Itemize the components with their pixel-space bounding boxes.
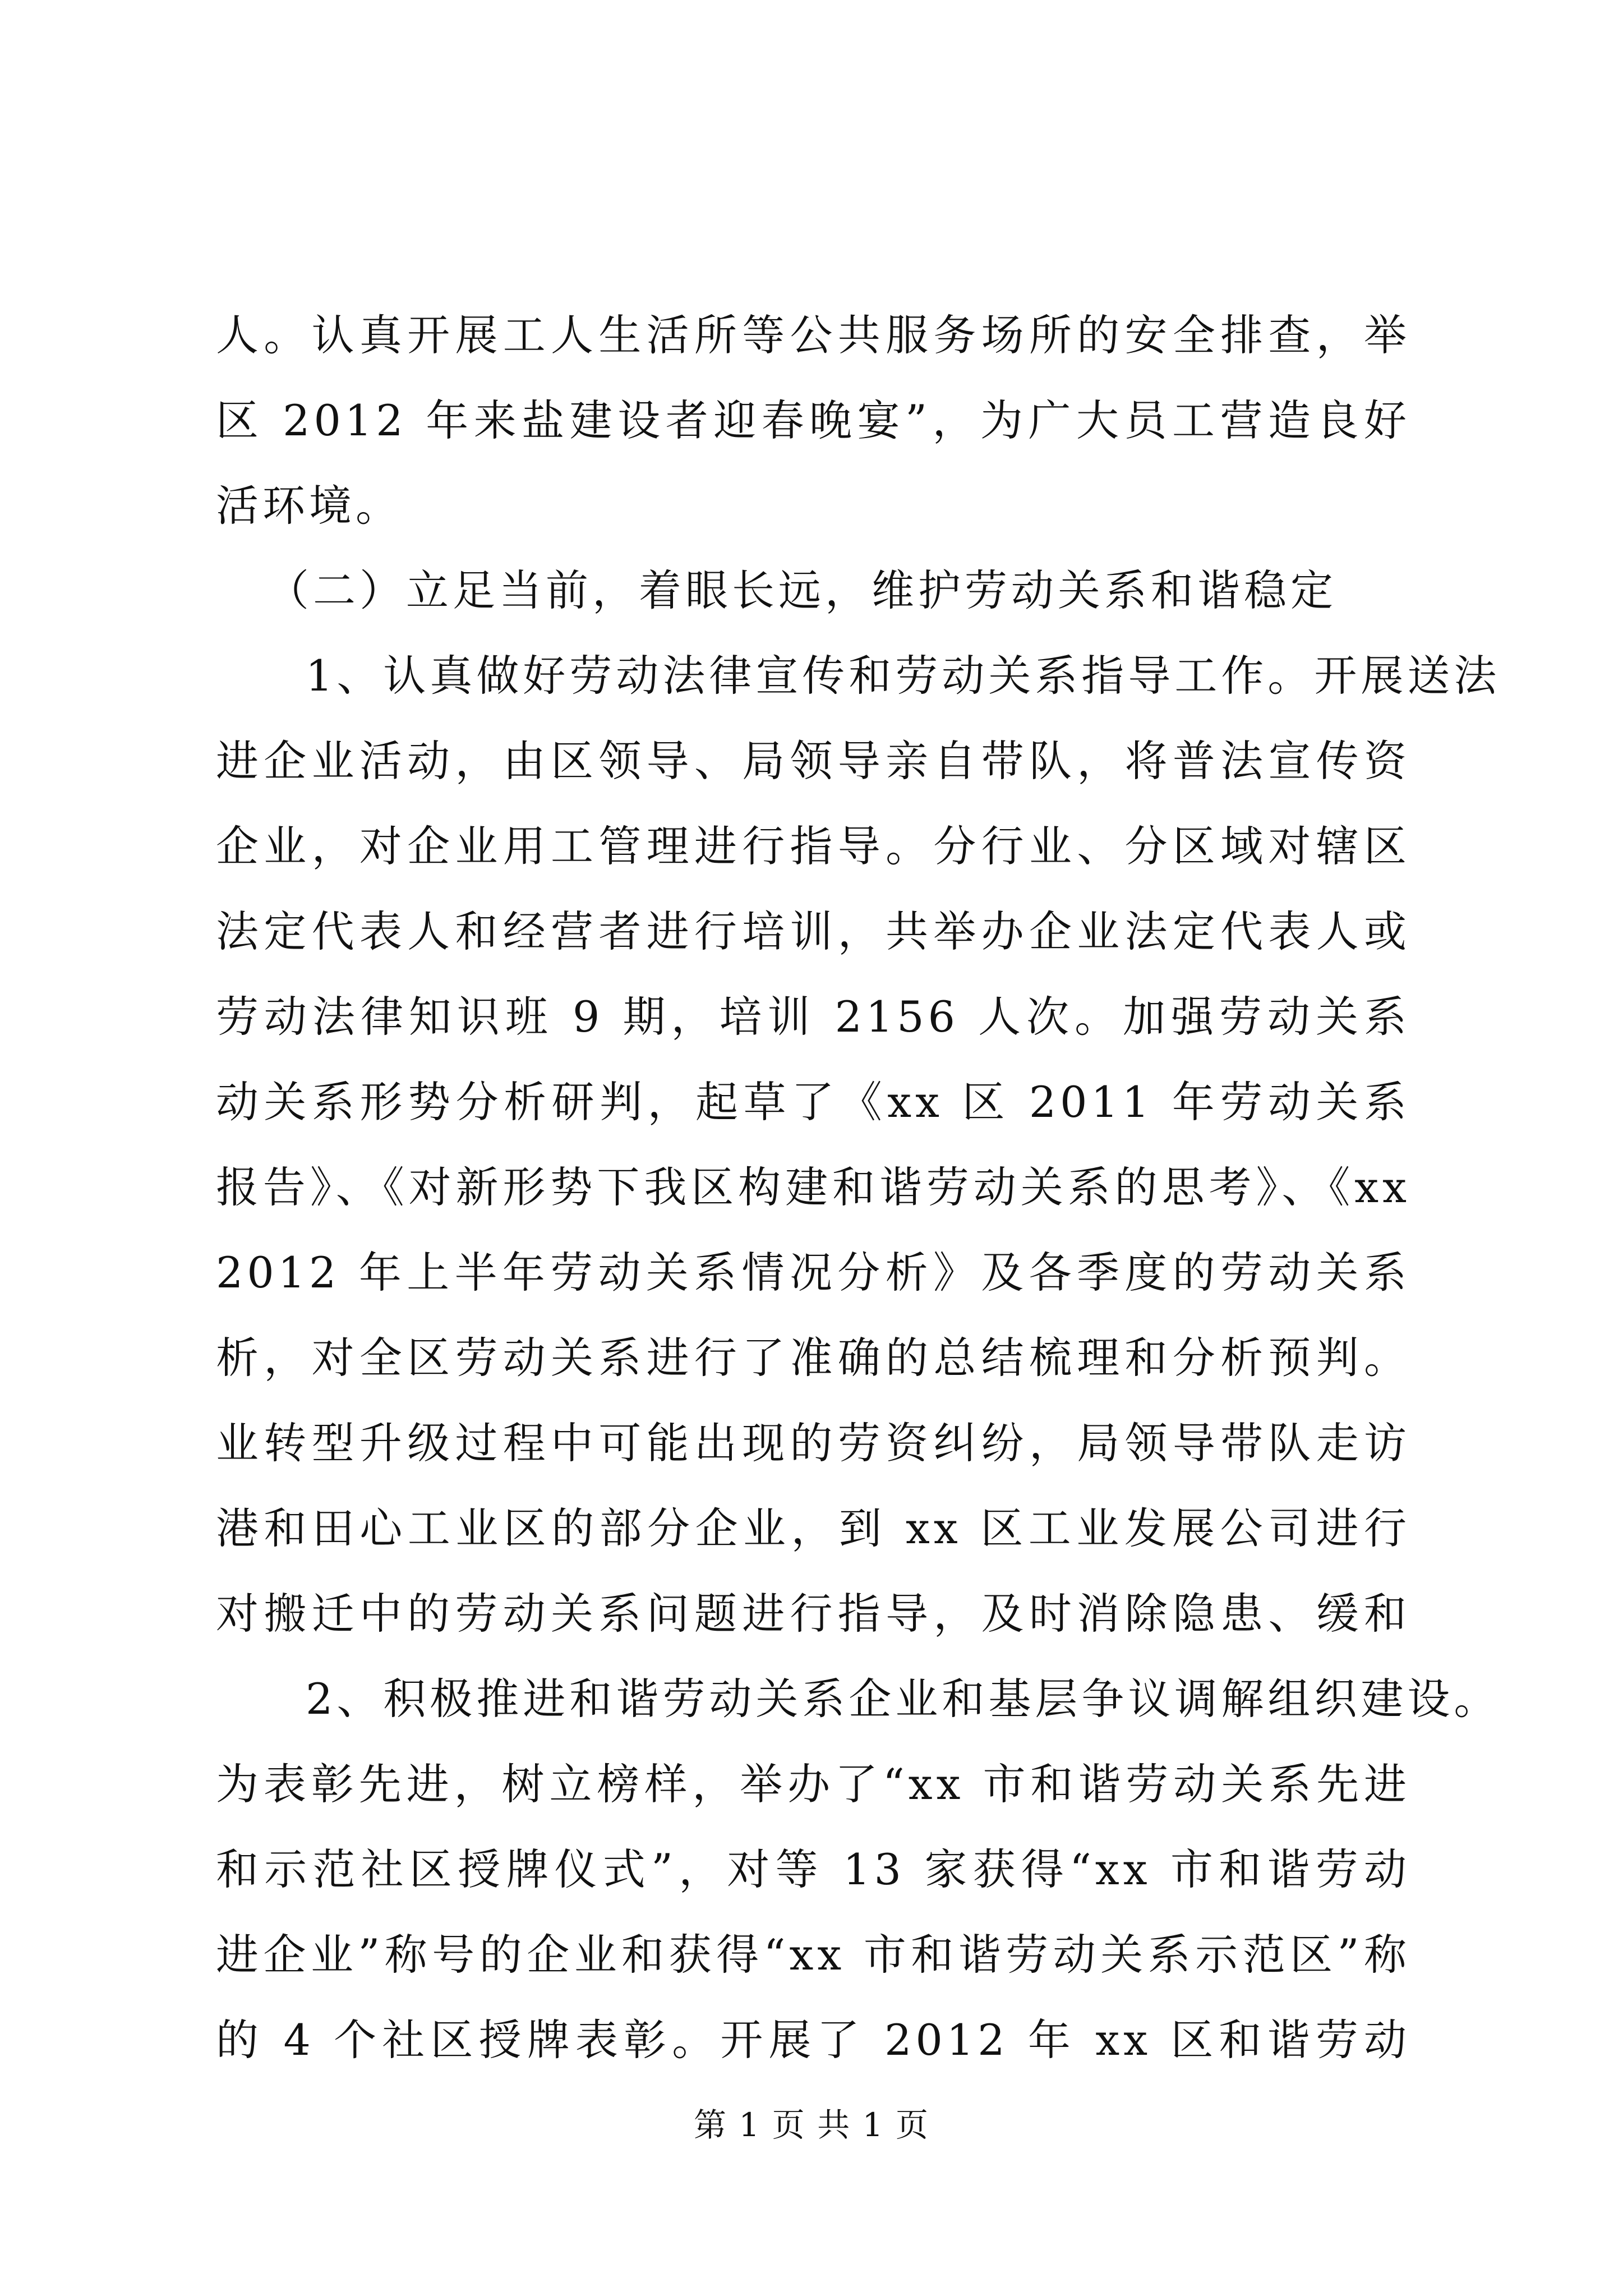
- body-text-line: 为表彰先进，树立榜样，举办了“xx 市和谐劳动关系先进: [216, 1759, 1410, 1809]
- body-text-line: 企业，对企业用工管理进行指导。分行业、分区域对辖区: [216, 821, 1410, 871]
- page-footer: 第 1 页 共 1 页: [694, 2106, 929, 2144]
- paragraph-first-line: 1、认真做好劳动法律宣传和劳动关系指导工作。开展送法: [306, 651, 1501, 701]
- body-text-line: 法定代表人和经营者进行培训，共举办企业法定代表人或: [216, 907, 1410, 956]
- body-text-line: 业转型升级过程中可能出现的劳资纠纷，局领导带队走访: [216, 1418, 1410, 1468]
- body-text-line: 活环境。: [216, 481, 402, 531]
- body-text-line: 和示范社区授牌仪式”，对等 13 家获得“xx 市和谐劳动: [216, 1844, 1410, 1894]
- body-text-line: 劳动法律知识班 9 期，培训 2156 人次。加强劳动关系: [216, 992, 1410, 1042]
- body-text-line: 对搬迁中的劳动关系问题进行指导，及时消除隐患、缓和: [216, 1589, 1410, 1639]
- body-text-line: 的 4 个社区授牌表彰。开展了 2012 年 xx 区和谐劳动: [216, 2015, 1410, 2065]
- paragraph-first-line: 2、积极推进和谐劳动关系企业和基层争议调解组织建设。: [306, 1674, 1501, 1724]
- body-text-line: 析，对全区劳动关系进行了准确的总结梳理和分析预判。: [216, 1333, 1410, 1383]
- body-text-line: 2012 年上半年劳动关系情况分析》及各季度的劳动关系: [216, 1248, 1410, 1297]
- body-text-line: 港和田心工业区的部分企业，到 xx 区工业发展公司进行: [216, 1503, 1410, 1553]
- body-text-line: 动关系形势分析研判，起草了《xx 区 2011 年劳动关系: [216, 1077, 1410, 1127]
- body-text-line: 人。认真开展工人生活所等公共服务场所的安全排查，举: [216, 310, 1410, 360]
- body-text-line: 进企业”称号的企业和获得“xx 市和谐劳动关系示范区”称: [216, 1930, 1410, 1980]
- section-heading: （二）立足当前，着眼长远，维护劳动关系和谐稳定: [266, 565, 1337, 615]
- body-text-line: 进企业活动，由区领导、局领导亲自带队，将普法宣传资: [216, 736, 1410, 786]
- body-text-line: 区 2012 年来盐建设者迎春晚宴”，为广大员工营造良好: [216, 395, 1410, 445]
- body-text-line: 报告》、《对新形势下我区构建和谐劳动关系的思考》、《xx: [216, 1162, 1410, 1212]
